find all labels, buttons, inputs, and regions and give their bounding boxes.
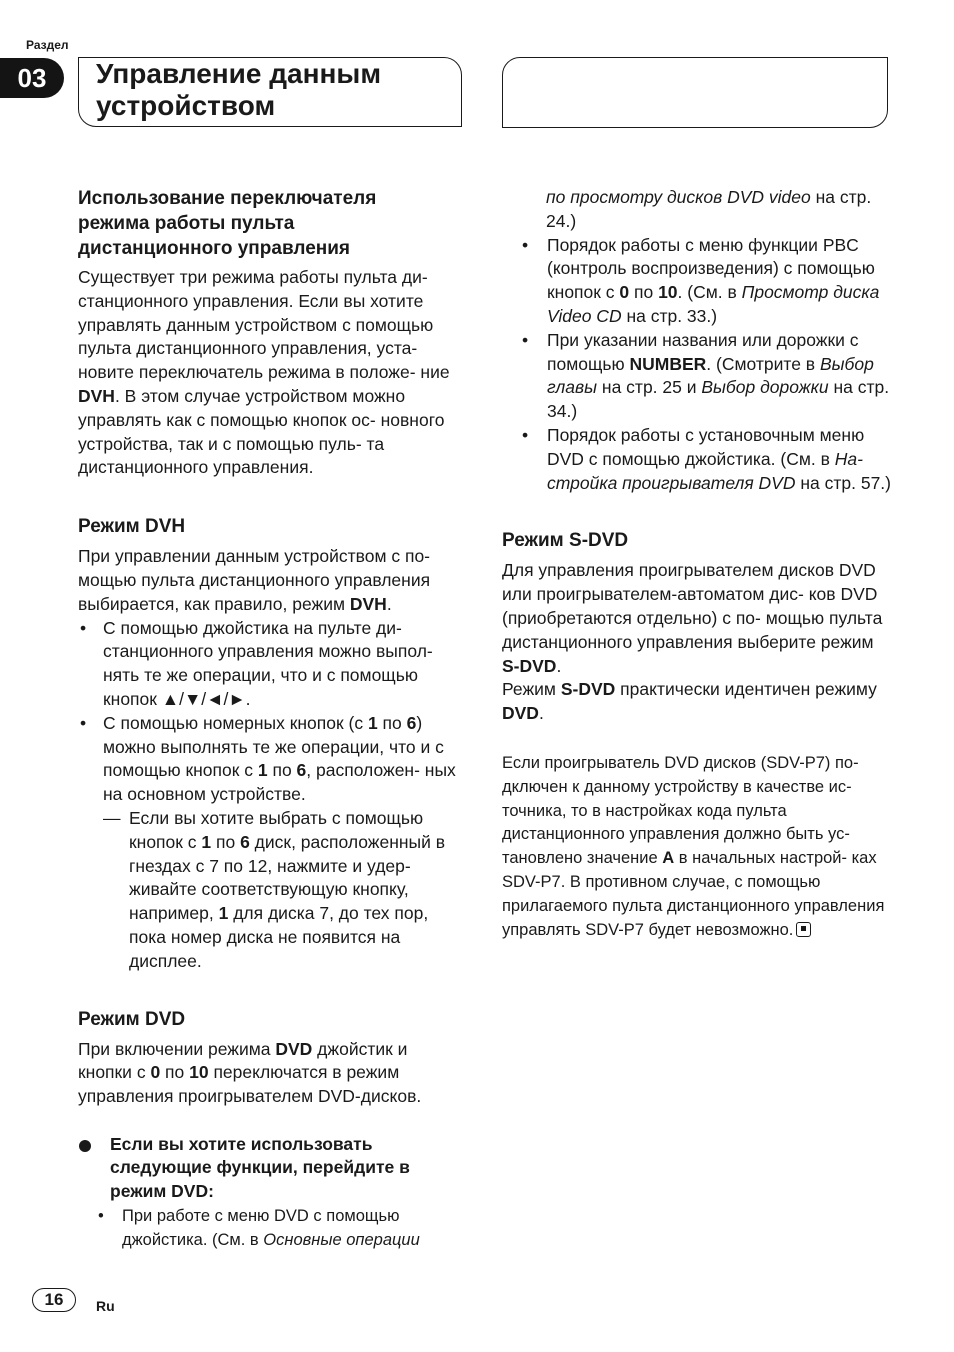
section-label: Раздел	[26, 38, 69, 52]
page-title	[96, 58, 456, 122]
dvh-dash-note: — Если вы хотите выбрать с помощью кнопок с 1 по 6 диск, расположенный в гнездах с 7 по 12, нажмите и удер- живайте соответствующую кнопку, например, 1 для диска 7, до тех пор, пока номер диска не появится на дисплее.	[78, 807, 466, 974]
sdvd-paragraph: Для управления проигрывателем дисков DVD или проигрывателем-автоматом дис- ков DVD (приобретаются отдельно) с по- мощью пульта дистанционного управления выберите режим S-DVD. Режим S-DVD практически идентичен режиму DVD.	[502, 560, 883, 724]
page-title-line2: устройством	[96, 90, 276, 121]
dvh-bullet-list	[78, 617, 466, 807]
intro-paragraph: Существует три режима работы пульта ди- станционного управления. Если вы хотите управлять данным устройством с помощью пульта дистанционного управления, уста- новите переключатель режима в положе- ние DVH. В этом случае устройством можно управлять как с помощью кнопок ос- новного устройства, так и с помощью пуль- та дистанционного управления.	[78, 267, 450, 478]
language-code: Ru	[96, 1298, 115, 1314]
remote-switch-heading: Использование переключателя режима работы пульта дистанционного управления	[78, 188, 377, 259]
dvd-functions-list-continued	[502, 186, 894, 495]
list-item: • Порядок работы с установочным меню DVD с помощью джойстика. (См. в На- стройка проигрывателя DVD на стр. 57.)	[502, 424, 894, 495]
page-number: 16	[32, 1288, 76, 1312]
list-item: • Порядок работы с меню функции PBC (контроль воспроизведения) с помощью кнопок с 0 по 10. (См. в Просмотр диска Video CD на стр. 33.)	[502, 234, 894, 329]
list-item: • При указании названия или дорожки с помощью NUMBER. (Смотрите в Выбор главы на стр. 25 и Выбор дорожки на стр. 34.)	[502, 329, 894, 424]
bullet-dot-icon	[79, 1140, 91, 1152]
dvd-functions-list	[78, 1205, 466, 1253]
sdvd-mode-heading: Режим S-DVD	[502, 530, 629, 552]
dvd-mode-heading: Режим DVD	[78, 1008, 186, 1030]
empty-header-frame	[502, 57, 888, 128]
list-item: • С помощью джойстика на пульте ди- станционного управления можно выпол- нять те же операции, что и с помощью кнопок ▲/▼/◄/►.	[78, 617, 466, 712]
dvd-paragraph: При включении режима DVD джойстик и кнопки с 0 по 10 переключатся в режим управления проигрывателем DVD-дисков.	[78, 1038, 422, 1107]
list-item: • С помощью номерных кнопок (с 1 по 6) можно выполнять те же операции, что и с помощью кнопок с 1 по 6, расположен- ных на основном устройстве.	[78, 712, 466, 807]
left-column	[78, 186, 466, 1253]
dvh-paragraph: При управлении данным устройством с по- мощью пульта дистанционного управления выбирается, как правило, режим DVH.	[78, 546, 431, 614]
page-title-line1: Управление данным	[96, 58, 382, 89]
dvh-mode-heading: Режим DVH	[78, 516, 186, 538]
section-number-badge: 03	[0, 58, 64, 98]
list-item-continued: по просмотру дисков DVD video на стр. 24.)	[546, 187, 872, 231]
list-item: • При работе с меню DVD с помощью джойстика. (См. в Основные операции	[78, 1205, 466, 1253]
sdv-p7-note: Если проигрыватель DVD дисков (SDV-P7) по- дключен к данному устройству в качестве ис- точника, то в настройках кода пульта дистанционного управления должно быть ус- тановлено значение A в начальных настрой- ках SDV-P7. В противном случае, с помощью прилагаемого пульта дистанционного управления управлять SDV-P7 будет невозможно.	[502, 753, 885, 939]
right-column	[502, 186, 894, 942]
end-of-section-icon	[796, 922, 811, 937]
dvd-functions-question: Если вы хотите использовать следующие функции, перейдите в режим DVD:	[78, 1133, 466, 1204]
